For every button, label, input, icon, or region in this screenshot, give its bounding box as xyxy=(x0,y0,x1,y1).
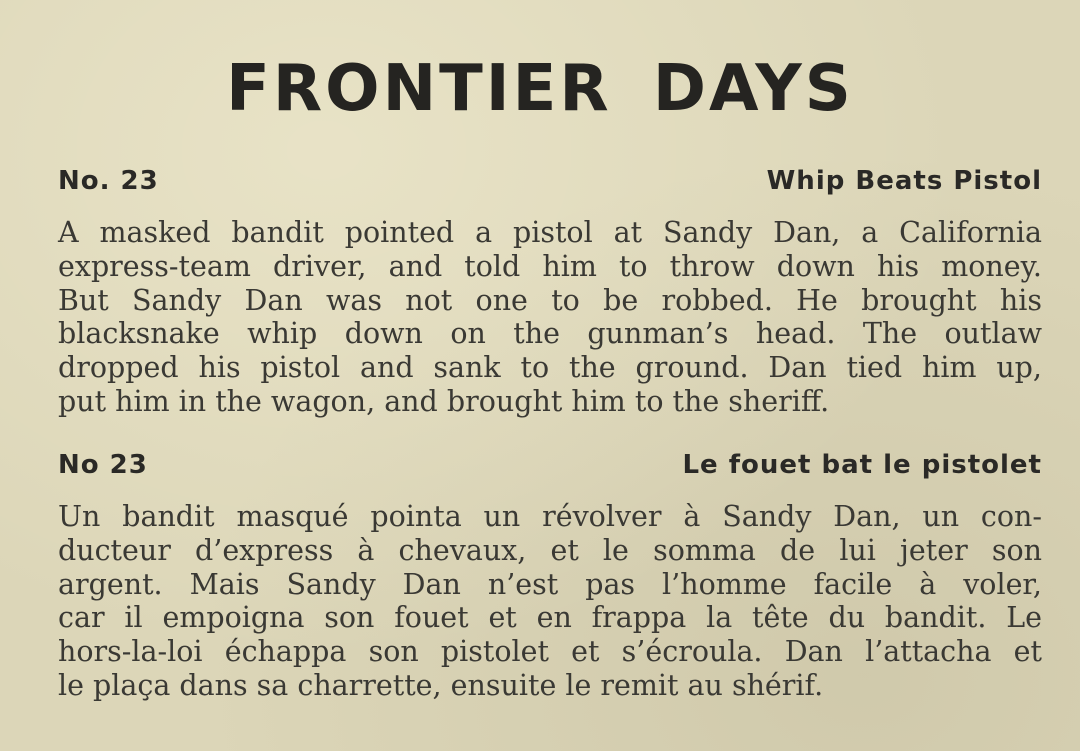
french-section xyxy=(58,450,1042,703)
english-line: put him in the wagon, and brought him to the sheriff. xyxy=(58,384,830,418)
english-card-number: No. 23 xyxy=(58,166,159,196)
english-line: But Sandy Dan was not one to be robbed. He brought his xyxy=(58,283,1042,317)
french-heading: Le fouet bat le pistolet xyxy=(682,450,1042,480)
french-line: car il empoigna son fouet et en frappa la tête du bandit. Le xyxy=(58,601,1042,635)
french-header xyxy=(58,450,1042,490)
english-line: blacksnake whip down on the gunman’s head. The outlaw xyxy=(58,317,1042,351)
english-heading: Whip Beats Pistol xyxy=(766,166,1042,196)
english-body xyxy=(58,216,1042,419)
english-line: dropped his pistol and sank to the ground. Dan tied him up, xyxy=(58,351,1042,385)
english-line: express-team driver, and told him to throw down his money. xyxy=(58,249,1042,283)
english-line: A masked bandit pointed a pistol at Sandy Dan, a California xyxy=(58,216,1042,249)
french-line: ducteur d’express à chevaux, et le somma de lui jeter son xyxy=(58,533,1042,567)
english-header xyxy=(58,166,1042,206)
card-title: FRONTIER DAYS xyxy=(226,52,854,126)
english-section xyxy=(58,166,1042,419)
french-card-number: No 23 xyxy=(58,450,148,480)
french-line: Un bandit masqué pointa un révolver à Sandy Dan, un con- xyxy=(58,500,1042,533)
french-line: hors-la-loi échappa son pistolet et s’écroula. Dan l’attacha et xyxy=(58,635,1042,669)
french-body xyxy=(58,500,1042,703)
french-line: le plaça dans sa charrette, ensuite le remit au shérif. xyxy=(58,668,824,702)
french-line: argent. Mais Sandy Dan n’est pas l’homme facile à voler, xyxy=(58,567,1042,601)
